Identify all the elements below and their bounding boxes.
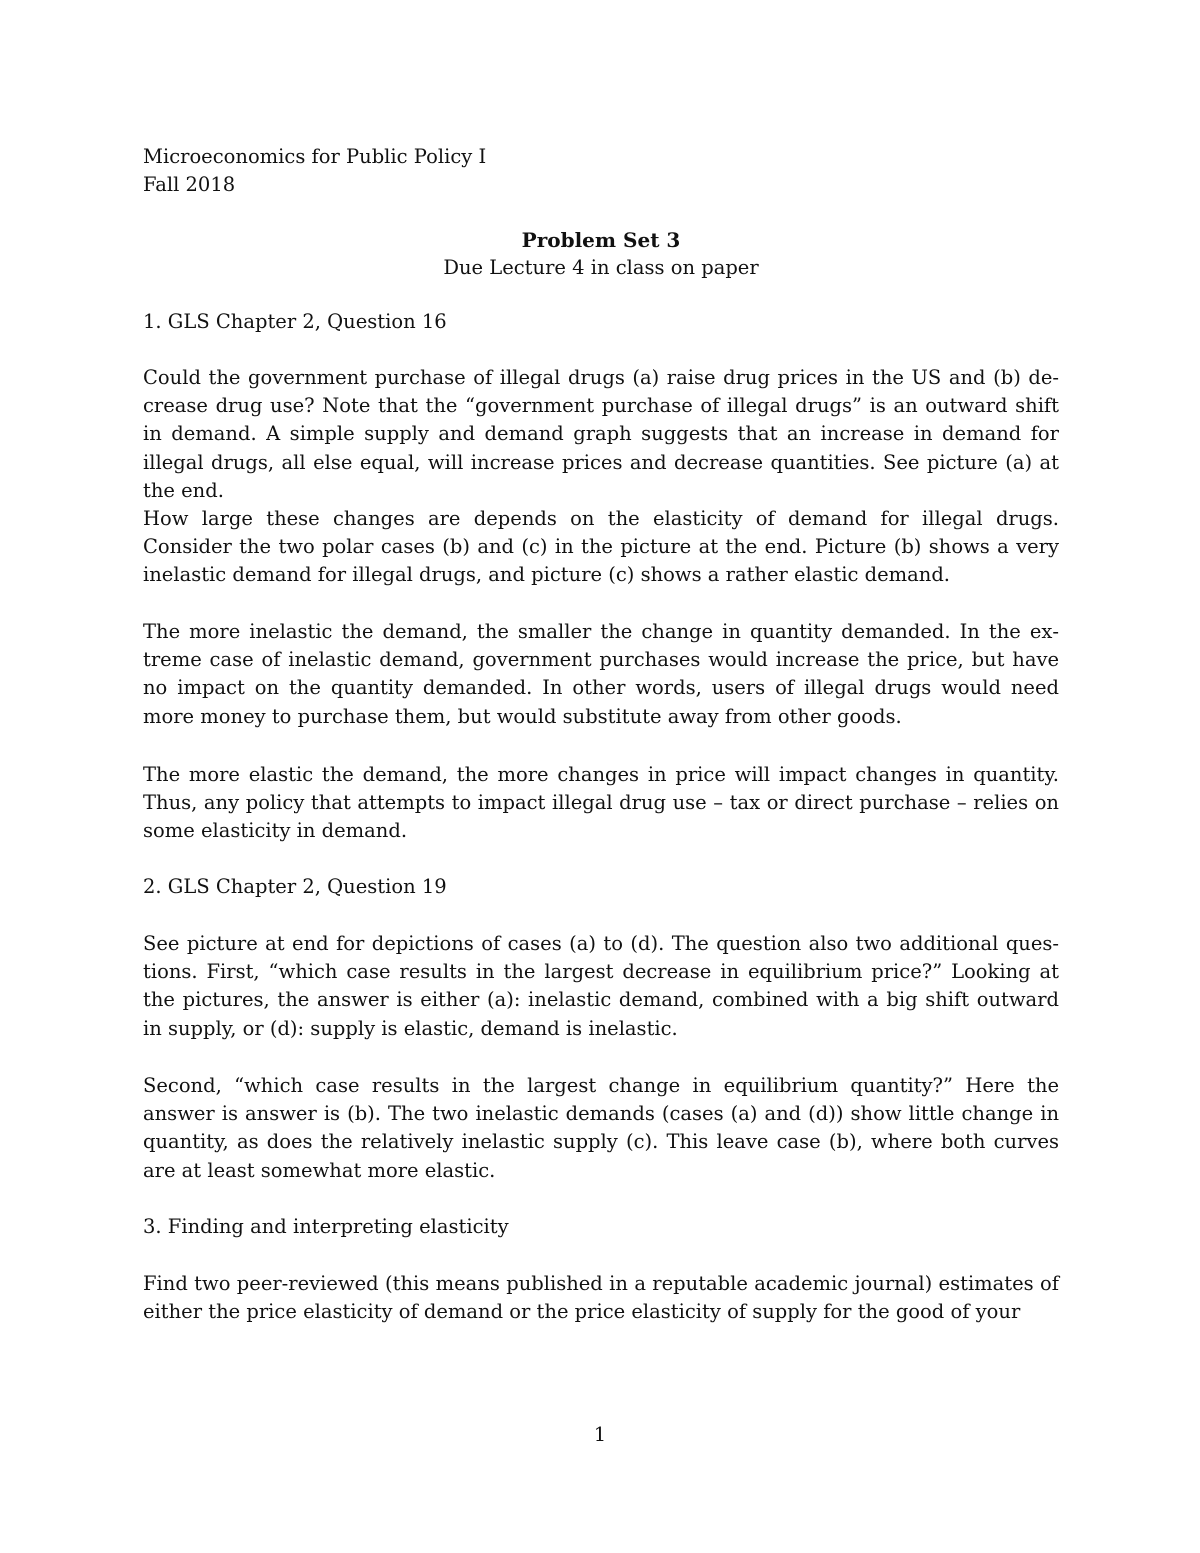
question-1-paragraph-2: How large these changes are depends on the elasticity of demand for illegal drugs. Consider the two polar cases (b) and (c) in the picture at the end. Picture (b) shows a very inelastic demand for illegal drugs, and picture (c) shows a rather elastic demand. xyxy=(143,507,1059,587)
question-1-paragraph-3: The more inelastic the demand, the smaller the change in quantity demanded. In the extreme case of inelastic demand, government purchases would increase the price, but have no impact on the quantity demanded. In other words, users of illegal drugs would need more money to purchase them, but would substitute away from other goods. xyxy=(143,620,1059,728)
course-term: Fall 2018 xyxy=(143,173,236,197)
page-number: 1 xyxy=(593,1423,607,1446)
question-2-paragraph-1: See picture at end for depictions of cases (a) to (d). The question also two additional questions. First, “which case results in the largest decrease in equilibrium price?” Looking at the pictures, the answer is either (a): inelastic demand, combined with a big shift outward in supply, or (d): supply is elastic, demand is inelastic. xyxy=(143,932,1059,1040)
page-subtitle: Due Lecture 4 in class on paper xyxy=(443,256,759,279)
question-3-paragraph-1: Find two peer-reviewed (this means published in a reputable academic journal) estimates of either the price elasticity of demand or the price elasticity of supply for the good of your xyxy=(143,1272,1059,1324)
question-1-paragraph-1: Could the government purchase of illegal drugs (a) raise drug prices in the US and (b) decrease drug use? Note that the “government purchase of illegal drugs” is an outward shift in demand. A simple supply and demand graph suggests that an increase in demand for illegal drugs, all else equal, will increase prices and decrease quantities. See picture (a) at the end. xyxy=(143,366,1059,502)
question-2-heading: 2. GLS Chapter 2, Question 19 xyxy=(143,875,447,898)
title-block xyxy=(143,226,1059,282)
question-2-paragraph-2: Second, “which case results in the largest change in equilibrium quantity?” Here the answer is answer is (b). The two inelastic demands (cases (a) and (d)) show little change in quantity, as does the relatively inelastic supply (c). This leave case (b), where both curves are at least somewhat more elastic. xyxy=(143,1074,1059,1182)
question-1-paragraph-4: The more elastic the demand, the more changes in price will impact changes in quantity. Thus, any policy that attempts to impact illegal drug use – tax or direct purchase – relies on some elasticity in demand. xyxy=(143,763,1059,843)
question-3-heading: 3. Finding and interpreting elasticity xyxy=(143,1215,509,1238)
course-name: Microeconomics for Public Policy I xyxy=(143,145,487,168)
page-title: Problem Set 3 xyxy=(521,228,681,252)
question-1-heading: 1. GLS Chapter 2, Question 16 xyxy=(143,310,447,333)
course-header xyxy=(143,143,1059,199)
